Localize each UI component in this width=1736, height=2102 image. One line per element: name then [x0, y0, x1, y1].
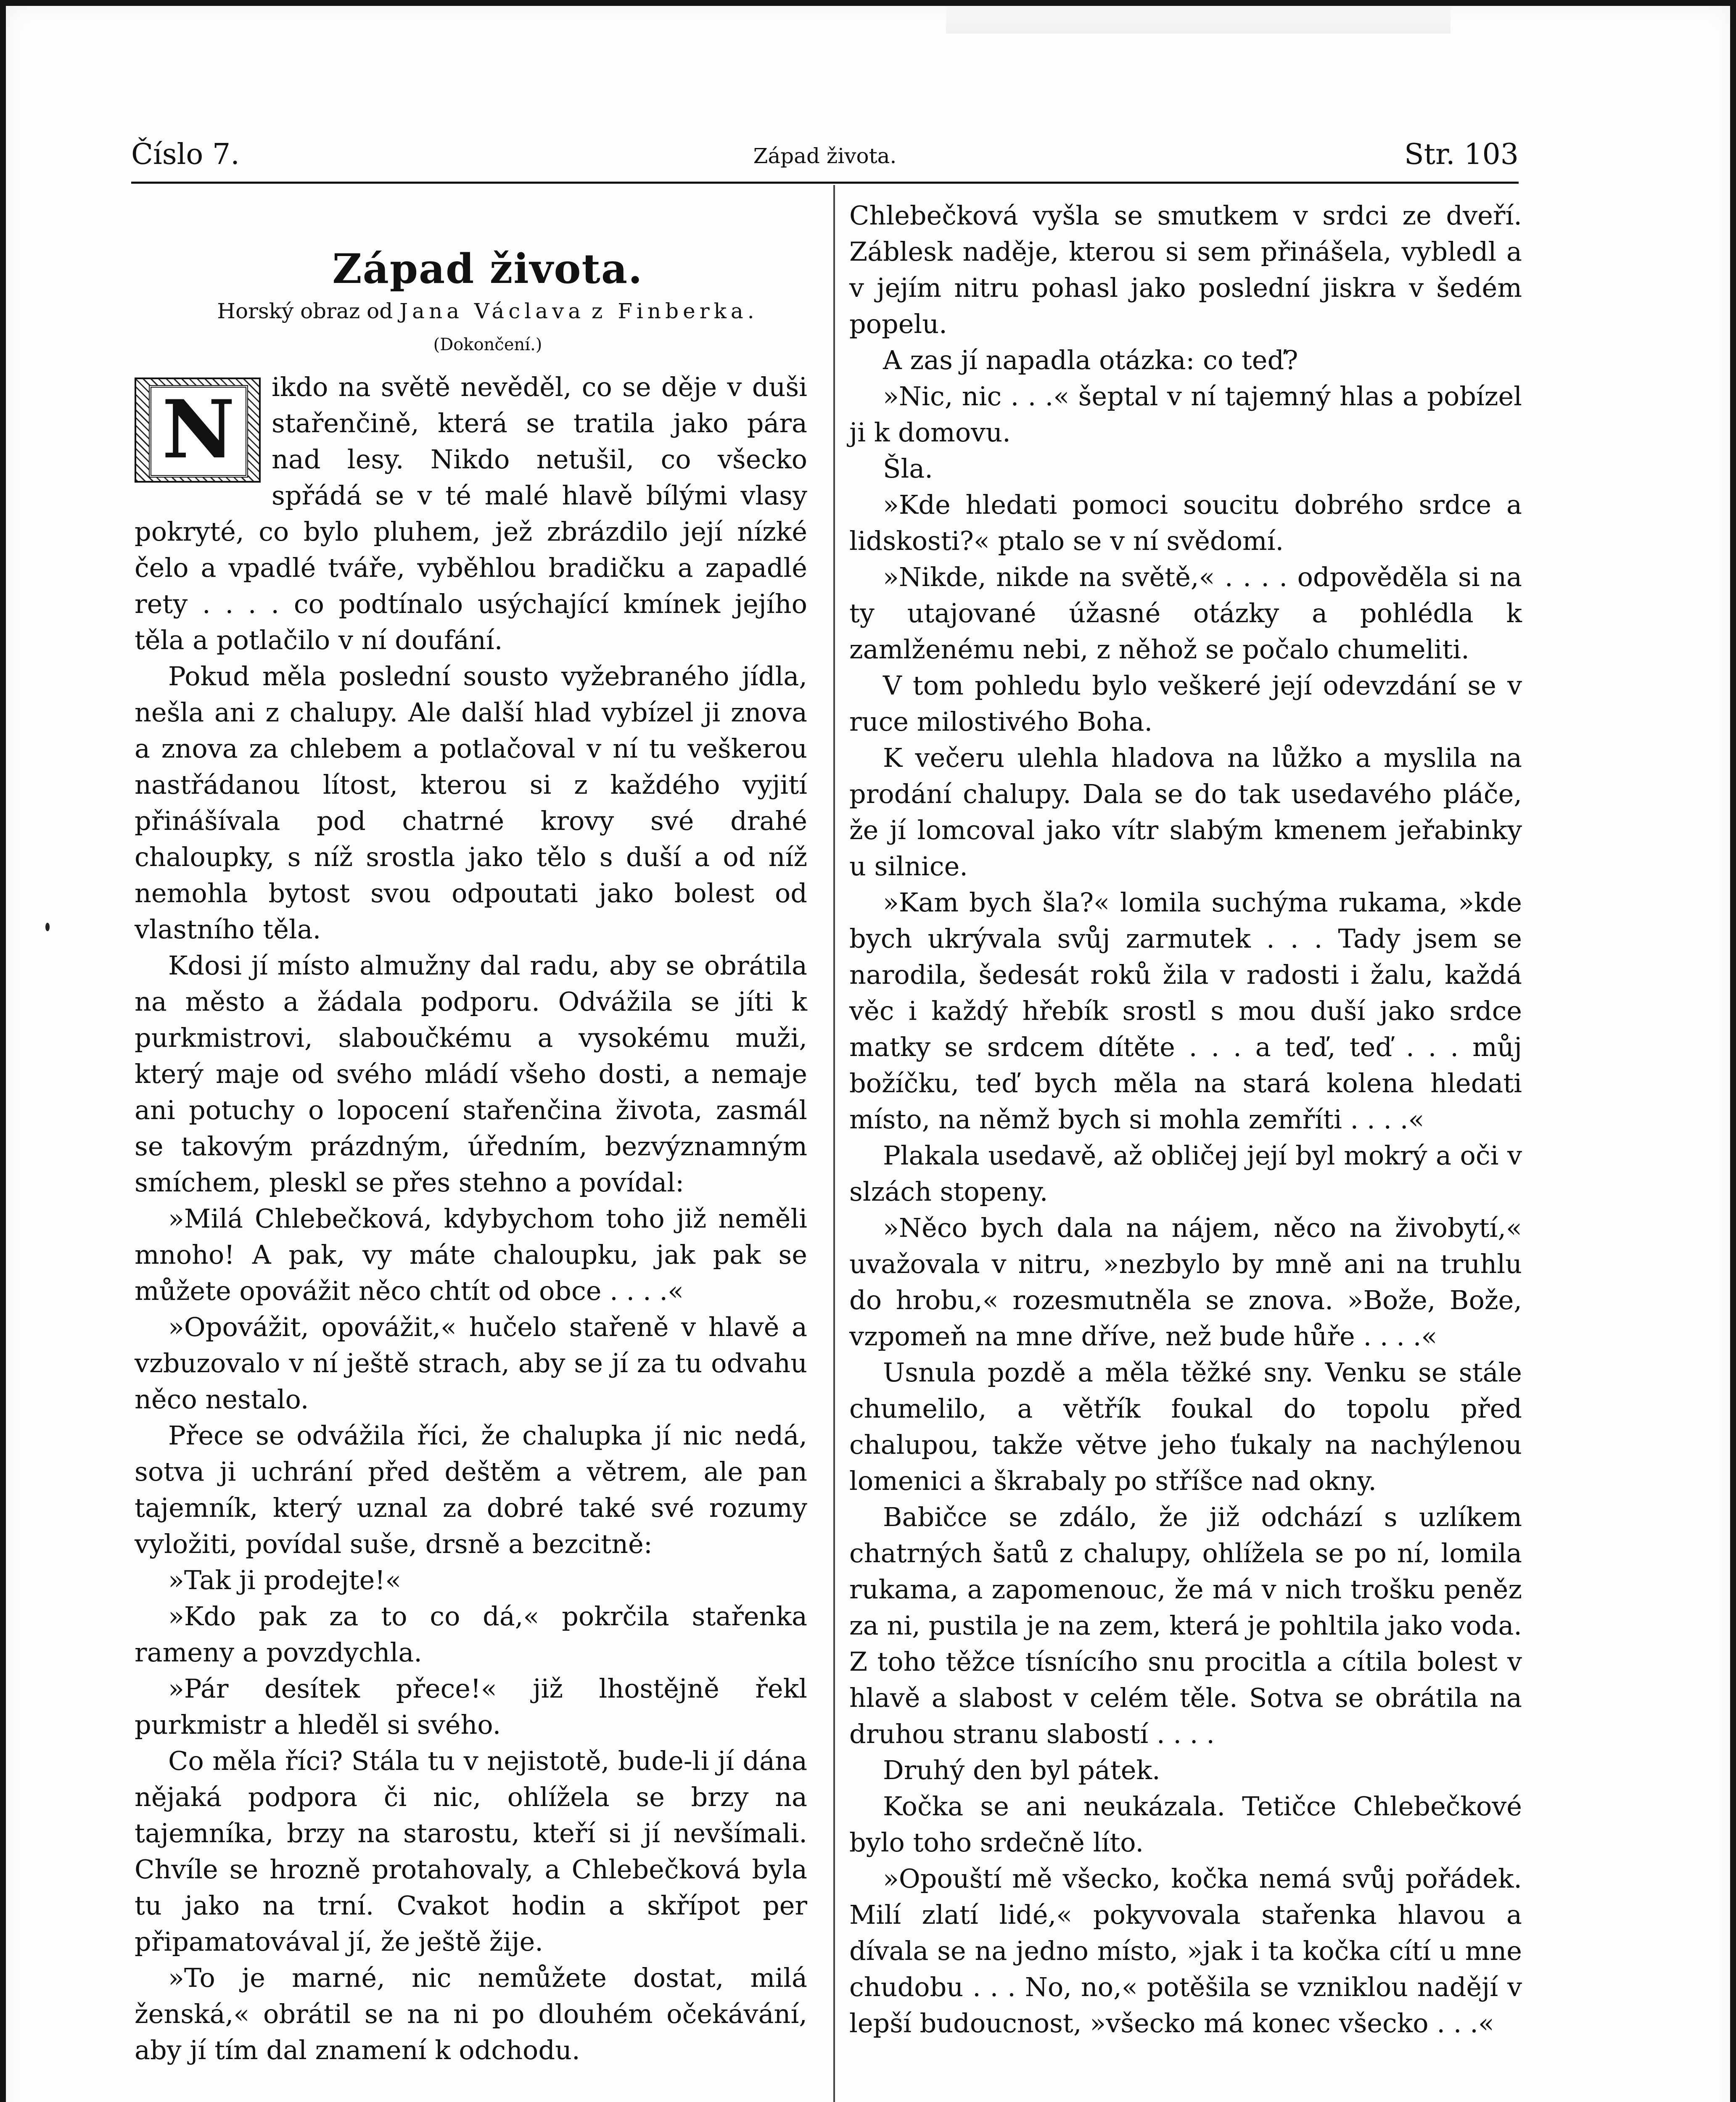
paragraph: A zas jí napadla otázka: co teď? — [883, 345, 1298, 375]
paragraph: Přece se odvážila říci, že chalupka jí nic nedá, sotva ji uchrání před deštěm a větrem, ale pan tajemník, který uznal za dobré také své rozumy vyložiti, povídal suše, drsně a bezcitně: — [135, 1420, 807, 1559]
paragraph: »Opouští mě všecko, kočka nemá svůj pořádek. Milí zlatí lidé,« pokyvovala stařenka hlavou a dívala se na jedno místo, »jak i ta kočka cítí u mne chudobu . . . No, no,« potěšila se vzniklou nadějí v lepší budoucnost, »všecko má konec všecko . . .« — [849, 1863, 1522, 2039]
opening-paragraph-wrap — [135, 369, 807, 658]
ornamental-initial — [135, 378, 261, 483]
paragraph: Kočka se ani neukázala. Tetičce Chlebečkové bylo toho srdečně líto. — [849, 1791, 1522, 1858]
initial-letter: N — [149, 385, 248, 478]
paragraph: »Opovážit, opovážit,« hučelo stařeně v hlavě a vzbuzovalo v ní ještě strach, aby se jí za tu odvahu něco nestalo. — [135, 1312, 807, 1415]
paragraph: Kdosi jí místo almužny dal radu, aby se obrátila na město a žádala podporu. Odvážila se jíti k purkmistrovi, slaboučkému a vysokému muži, který maje od svého mládí všeho dosti, a nemaje ani potuchy o lopocení stařenčina života, zasmál se takovým prázdným, úředním, bezvýznamným smíchem, pleskl se přes stehno a povídal: — [135, 950, 807, 1198]
column-divider — [833, 185, 835, 2102]
paragraph: Plakala usedavě, až obličej její byl mokrý a oči v slzách stopeny. — [849, 1140, 1522, 1207]
paragraph: Šla. — [883, 453, 933, 484]
paragraph: ikdo na světě nevěděl, co se děje v duši stařenčině, která se tratila jako pára nad lesy. Nikdo netušil, co všecko spřádá se v té malé hlavě bílými vlasy pokryté, co bylo pluhem, jež zbrázdilo její nízké čelo a vpadlé tváře, vyběhlou bradičku a zapadlé rety . . . . co podtínalo usýchající kmínek jejího těla a potlačilo v ní doufání. — [135, 372, 807, 655]
subtitle-post: z Finberka. — [592, 299, 758, 323]
paragraph: Pokud měla poslední sousto vyžebraného jídla, nešla ani z chalupy. Ale další hlad vybízel ji znova a znova za chlebem a potlačoval v ní tu veškerou nastřádanou lítost, kterou si z každého vyjití přinášívala pod chatrné krovy své drahé chaloupky, s níž srostla jako tělo s duší a od níž nemohla bytost svou odpoutati jako bolest od vlastního těla. — [135, 661, 807, 945]
article-title: Západ života. — [332, 245, 643, 293]
paragraph: K večeru ulehla hladova na lůžko a myslila na prodání chalupy. Dala se do tak usedavého pláče, že jí lomcoval jako vítr slabým kmenem jeřabinky u silnice. — [849, 742, 1522, 882]
running-header — [131, 134, 1519, 180]
continued-note: (Dokončení.) — [433, 335, 542, 354]
paragraph: Babičce se zdálo, že již odchází s uzlíkem chatrných šatů z chalupy, ohlížela se po ní, lomila rukama, a zapomenouc, že má v nich trošku peněz za ni, pustila je na zem, která je pohltila jako voda. Z toho těžce tísnícího snu procitla a cítila bolest v hlavě a slabost v celém těle. Sotva se obrátila na druhou stranu slabostí . . . . — [849, 1502, 1522, 1749]
paragraph: »Kdo pak za to co dá,« pokrčila stařenka rameny a povzdychla. — [135, 1601, 807, 1668]
paragraph: »Pár desítek přece!« již lhostějně řekl purkmistr a hleděl si svého. — [135, 1673, 807, 1740]
left-column — [135, 198, 807, 2068]
article-heading — [135, 244, 807, 362]
paragraph: »Kam bych šla?« lomila suchýma rukama, »kde bych ukrývala svůj zarmutek . . . Tady jsem se narodila, šedesát roků žila v radosti i žalu, každá věc i každý hřebík srostl s mou duší jako srdce matky se srdcem dítěte . . . a teď, teď . . . můj božíčku, teď bych měla na stará kolena hledati místo, na němž bych si mohla zemříti . . . .« — [849, 887, 1522, 1135]
issue-number: Číslo 7. — [131, 138, 240, 171]
paragraph: Chlebečková vyšla se smutkem v srdci ze dveří. Záblesk naděje, kterou si sem přinášela, vybledl a v jejím nitru pohasl jako poslední jiskra v šedém popelu. — [849, 200, 1522, 339]
paragraph: »Tak ji prodejte!« — [168, 1565, 402, 1595]
right-column — [849, 198, 1522, 2041]
article-subtitle — [135, 294, 807, 328]
subtitle-pre: Horský obraz od — [217, 299, 393, 323]
paragraph: »Nic, nic . . .« šeptal v ní tajemný hlas a pobízel ji k domovu. — [849, 381, 1522, 448]
paragraph: »Nikde, nikde na světě,« . . . . odpověděla si na ty utajované úžasné otázky a pohlédla k zamlženému nebi, z něhož se počalo chumeliti. — [849, 562, 1522, 665]
paragraph: V tom pohledu bylo veškeré její odevzdání se v ruce milostivého Boha. — [849, 670, 1522, 737]
running-title: Západ života. — [753, 144, 897, 168]
page-number: Str. 103 — [1404, 138, 1519, 171]
header-rule — [131, 182, 1519, 184]
paragraph: »Kde hledati pomoci soucitu dobrého srdce a lidskosti?« ptalo se v ní svědomí. — [849, 489, 1522, 556]
scan-speck — [45, 923, 50, 931]
paragraph: Usnula pozdě a měla těžké sny. Venku se stále chumelilo, a větřík foukal do topolu před chalupou, takže větve jeho ťukaly na nachýlenou lomenici a škrabaly po stříšce nad okny. — [849, 1357, 1522, 1496]
paragraph: Druhý den byl pátek. — [883, 1755, 1160, 1785]
author-name: Jana Václava — [399, 299, 585, 323]
paragraph: »Milá Chlebečková, kdybychom toho již neměli mnoho! A pak, vy máte chaloupku, jak pak se můžete opovážit něco chtít od obce . . . .« — [135, 1203, 807, 1306]
paragraph: »Něco bych dala na nájem, něco na živobytí,« uvažovala v nitru, »nezbylo by mně ani na truhlu do hrobu,« rozesmutněla se znova. »Bože, Bože, vzpomeň na mne dříve, než bude hůře . . . .« — [849, 1212, 1522, 1352]
scan-smudge — [946, 0, 1451, 34]
paragraph: Co měla říci? Stála tu v nejistotě, bude-li jí dána nějaká podpora či nic, ohlížela se brzy na tajemníka, brzy na starostu, kteří si jí nevšímali. Chvíle se hrozně protahovaly, a Chlebečková byla tu jako na trní. Cvakot hodin a skřípot per připamatovával jí, že ještě žije. — [135, 1746, 807, 1957]
paragraph: »To je marné, nic nemůžete dostat, milá ženská,« obrátil se na ni po dlouhém očekávání, aby jí tím dal znamení k odchodu. — [135, 1962, 807, 2065]
